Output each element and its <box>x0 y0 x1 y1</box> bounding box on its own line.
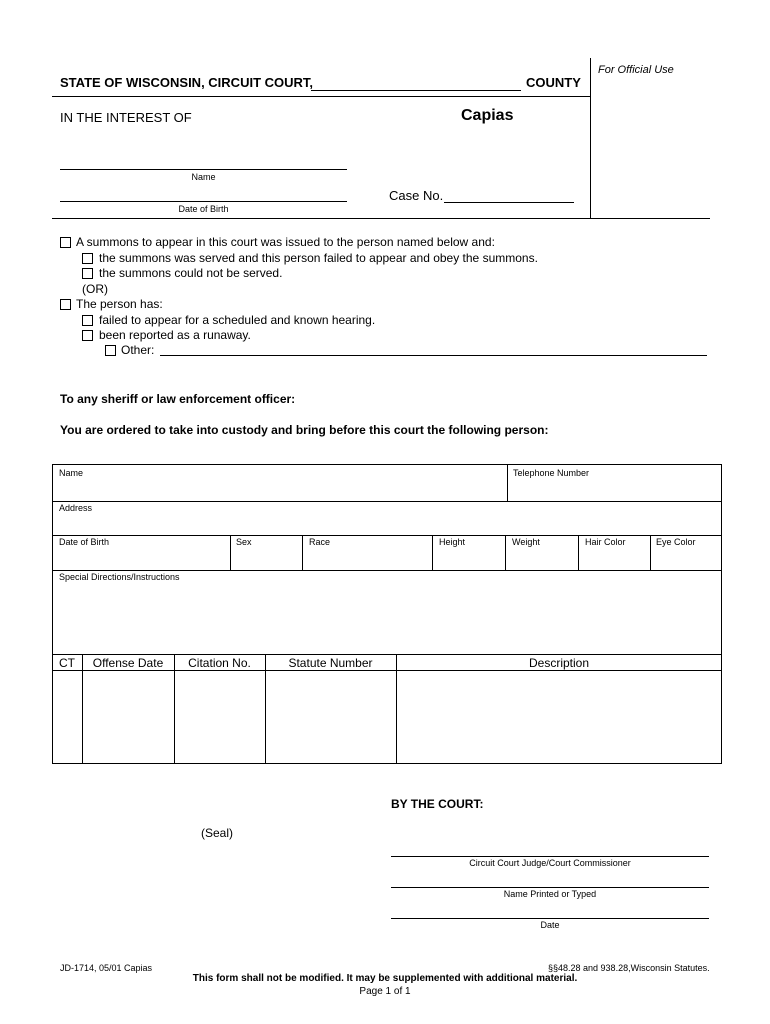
sex-field-label[interactable]: Sex <box>236 537 252 547</box>
hair-color-field-label[interactable]: Hair Color <box>585 537 626 547</box>
date-caption: Date <box>540 920 560 930</box>
other-text: Other: <box>121 343 155 357</box>
other-checkbox[interactable] <box>105 345 116 356</box>
failed-to-appear-text: failed to appear for a scheduled and known hearing. <box>99 313 376 327</box>
county-name-line[interactable] <box>311 90 521 91</box>
failed-to-appear-checkbox[interactable] <box>82 315 93 326</box>
person-row-divider <box>52 570 722 571</box>
summons-not-served-checkbox[interactable] <box>82 268 93 279</box>
person-col-divider <box>302 535 303 570</box>
race-field-label[interactable]: Race <box>309 537 331 547</box>
dob-line[interactable] <box>60 201 347 202</box>
offense-col-divider <box>396 655 397 764</box>
to-officer-text: To any sheriff or law enforcement officer: <box>60 392 296 406</box>
name-printed-line[interactable] <box>391 887 709 888</box>
name-caption: Name <box>191 172 216 182</box>
person-table <box>52 464 722 655</box>
description-column-header: Description <box>528 656 590 670</box>
case-no-line[interactable] <box>444 202 574 203</box>
person-col-divider <box>432 535 433 570</box>
citation-no-column-header: Citation No. <box>188 656 251 670</box>
person-row-divider <box>52 501 722 502</box>
runaway-text: been reported as a runaway. <box>99 328 251 342</box>
judge-signature-line[interactable] <box>391 856 709 857</box>
county-label: COUNTY <box>526 75 581 90</box>
page-number: Page 1 of 1 <box>359 986 411 997</box>
ct-column-header: CT <box>59 656 75 670</box>
telephone-field-label[interactable]: Telephone Number <box>513 468 590 478</box>
dob-field-label[interactable]: Date of Birth <box>59 537 110 547</box>
name-line[interactable] <box>60 169 347 170</box>
official-use-divider <box>590 58 591 218</box>
header-bottom-rule <box>52 218 710 219</box>
summons-issued-text: A summons to appear in this court was issued to the person named below and: <box>76 235 495 249</box>
name-field-label[interactable]: Name <box>59 468 84 478</box>
person-col-divider <box>650 535 651 570</box>
height-field-label[interactable]: Height <box>439 537 466 547</box>
offense-table <box>52 655 722 764</box>
person-col-divider <box>507 464 508 501</box>
offense-col-divider <box>265 655 266 764</box>
person-row-divider <box>52 535 722 536</box>
name-printed-caption: Name Printed or Typed <box>503 889 597 899</box>
or-text: (OR) <box>82 282 108 296</box>
summons-not-served-text: the summons could not be served. <box>99 266 283 280</box>
offense-col-divider <box>82 655 83 764</box>
caption-rule <box>52 96 590 97</box>
statutes-reference: §§48.28 and 938.28,Wisconsin Statutes. <box>548 963 710 973</box>
eye-color-field-label[interactable]: Eye Color <box>656 537 696 547</box>
other-line[interactable] <box>160 355 707 356</box>
offense-col-divider <box>174 655 175 764</box>
in-interest-of-label: IN THE INTEREST OF <box>60 110 192 125</box>
special-directions-label[interactable]: Special Directions/Instructions <box>59 572 180 582</box>
form-id: JD-1714, 05/01 Capias <box>60 963 153 973</box>
date-line[interactable] <box>391 918 709 919</box>
summons-served-checkbox[interactable] <box>82 253 93 264</box>
by-the-court-label: BY THE COURT: <box>391 797 484 811</box>
person-col-divider <box>230 535 231 570</box>
summons-served-text: the summons was served and this person failed to appear and obey the summons. <box>99 251 538 265</box>
offense-header-rule <box>52 670 722 671</box>
for-official-use-label: For Official Use <box>598 64 674 76</box>
offense-date-column-header: Offense Date <box>92 656 164 670</box>
weight-field-label[interactable]: Weight <box>512 537 540 547</box>
person-col-divider <box>578 535 579 570</box>
address-field-label[interactable]: Address <box>59 503 93 513</box>
person-has-text: The person has: <box>76 297 163 311</box>
judge-caption: Circuit Court Judge/Court Commissioner <box>469 858 631 868</box>
ordered-text: You are ordered to take into custody and bring before this court the following person: <box>60 423 549 437</box>
form-title: Capias <box>461 107 514 124</box>
statute-number-column-header: Statute Number <box>288 656 373 670</box>
person-has-checkbox[interactable] <box>60 299 71 310</box>
seal-label: (Seal) <box>201 826 234 840</box>
state-court-label: STATE OF WISCONSIN, CIRCUIT COURT, <box>60 75 314 90</box>
dob-caption: Date of Birth <box>178 204 229 214</box>
person-col-divider <box>505 535 506 570</box>
case-no-label: Case No. <box>389 188 444 203</box>
modification-notice: This form shall not be modified. It may be supplemented with additional material. <box>192 973 578 984</box>
summons-issued-checkbox[interactable] <box>60 237 71 248</box>
runaway-checkbox[interactable] <box>82 330 93 341</box>
